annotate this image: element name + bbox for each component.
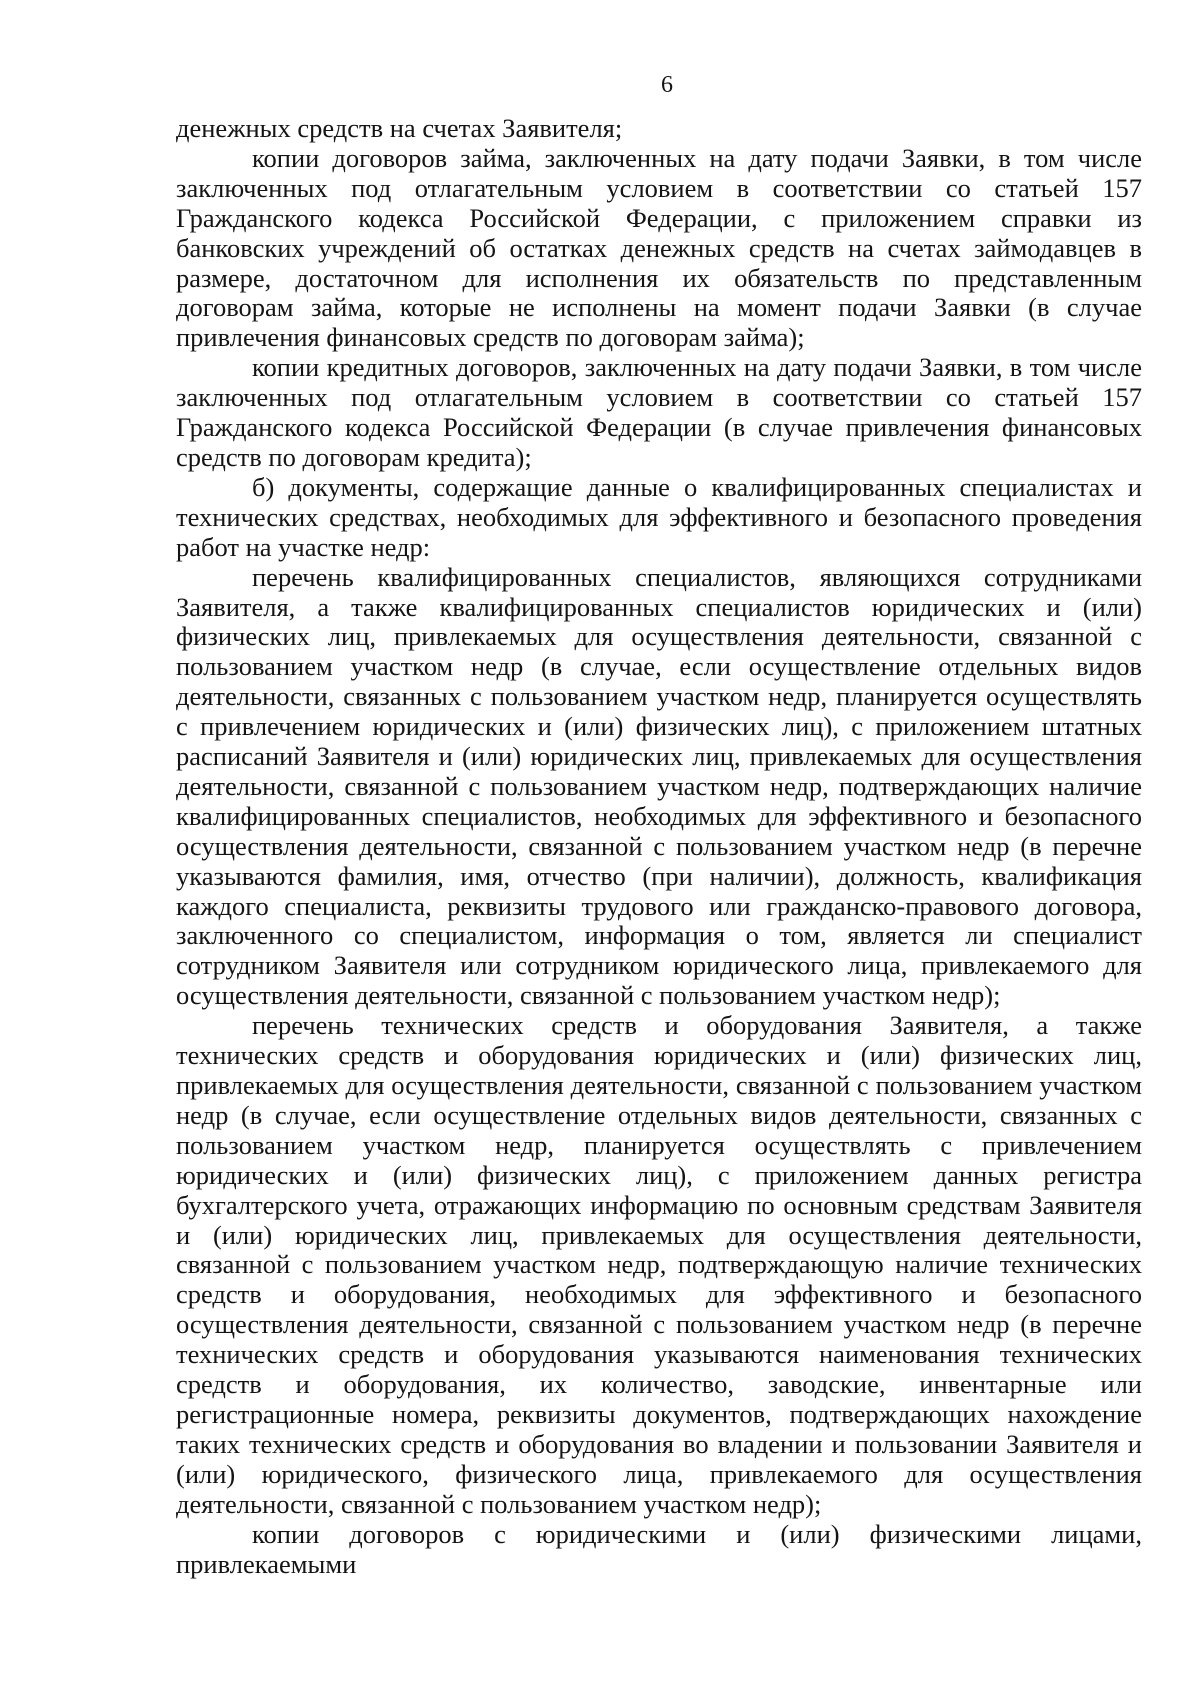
document-body [176, 114, 1142, 1579]
paragraph-continuation: денежных средств на счетах Заявителя; [176, 113, 623, 143]
paragraph-specialists-list: перечень квалифицированных специалистов, являющихся сотрудниками Заявителя, а также квалифицированных специалистов юридических и (или) физических лиц, привлекаемых для осуществления деятельности, связанной с пользованием участком недр (в случае, если осуществление отдельных видов деятельности, связанных с пользованием участком недр, планируется осуществлять с привлечением юридических и (или) физических лиц), с приложением штатных расписаний Заявителя и (или) юридических лиц, привлекаемых для осуществления деятельности, связанной с пользованием участком недр, подтверждающих наличие квалифицированных специалистов, необходимых для эффективного и безопасного осуществления деятельности, связанной с пользованием участком недр (в перечне указываются фамилия, имя, отчество (при наличии), должность, квалификация каждого специалиста, реквизиты трудового или гражданско-правового договора, заключенного со специалистом, информация о том, является ли специалист сотрудником Заявителя или сотрудником юридического лица, привлекаемого для осуществления деятельности, связанной с пользованием участком недр); [176, 561, 1142, 1011]
page-number: 6 [661, 72, 673, 98]
paragraph-contracts-copies: копии договоров с юридическими и (или) физическими лицами, привлекаемыми [176, 1518, 1142, 1579]
paragraph-credit-agreements: копии кредитных договоров, заключенных на дату подачи Заявки, в том числе заключенных под отлагательным условием в соответствии со статьей 157 Гражданского кодекса Российской Федерации (в случае привлечения финансовых средств по договорам кредита); [176, 352, 1142, 472]
paragraph-equipment-list: перечень технических средств и оборудования Заявителя, а также технических средств и оборудования юридических и (или) физических лиц, привлекаемых для осуществления деятельности, связанной с пользованием участком недр (в случае, если осуществление отдельных видов деятельности, связанных с пользованием участком недр, планируется осуществлять с привлечением юридических и (или) физических лиц), с приложением данных регистра бухгалтерского учета, отражающих информацию по основным средствам Заявителя и (или) юридических лиц, привлекаемых для осуществления деятельности, связанной с пользованием участком недр, подтверждающую наличие технических средств и оборудования, необходимых для эффективного и безопасного осуществления деятельности, связанной с пользованием участком недр (в перечне технических средств и оборудования указываются наименования технических средств и оборудования, их количество, заводские, инвентарные или регистрационные номера, реквизиты документов, подтверждающих нахождение таких технических средств и оборудования во владении и пользовании Заявителя и (или) юридического, физического лица, привлекаемого для осуществления деятельности, связанной с пользованием участком недр); [176, 1010, 1142, 1519]
paragraph-item-b: б) документы, содержащие данные о квалифицированных специалистах и технических средствах, необходимых для эффективного и безопасного проведения работ на участке недр: [176, 471, 1142, 562]
paragraph-loan-agreements: копии договоров займа, заключенных на дату подачи Заявки, в том числе заключенных под отлагательным условием в соответствии со статьей 157 Гражданского кодекса Российской Федерации, с приложением справки из банковских учреждений об остатках денежных средств на счетах займодавцев в размере, достаточном для исполнения их обязательств по представленным договорам займа, которые не исполнены на момент подачи Заявки (в случае привлечения финансовых средств по договорам займа); [176, 142, 1142, 353]
